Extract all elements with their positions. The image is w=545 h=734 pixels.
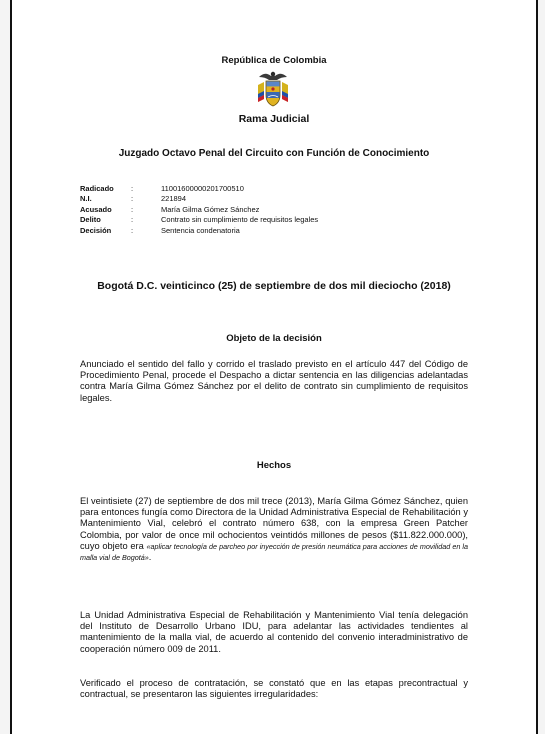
case-value: Contrato sin cumplimiento de requisitos legales bbox=[161, 215, 319, 225]
country-heading: República de Colombia bbox=[221, 55, 327, 66]
coat-of-arms-icon bbox=[257, 69, 289, 109]
court-heading: Juzgado Octavo Penal del Circuito con Función de Conocimiento bbox=[118, 148, 430, 159]
case-separator: : bbox=[131, 204, 134, 214]
case-separator: : bbox=[131, 194, 134, 204]
scan-margin-left bbox=[0, 0, 10, 734]
case-value: María Gilma Gómez Sánchez bbox=[161, 204, 260, 214]
paragraph-text: El veintisiete (27) de septiembre de dos mil trece (2013), María Gilma Gómez Sánchez, quien para entonces fungía como Directora de la Unidad Administrativa Especial de Rehabilitación y Mantenimiento Vial, celebró el contrato número 638, con la empresa Green Patcher Colombia, por valor de once mil ochocientos veintidós millones de pesos ($11.822.000.000), cuyo objeto era bbox=[80, 496, 468, 551]
case-label: Delito bbox=[80, 215, 101, 225]
case-row-delito bbox=[80, 215, 481, 225]
dateline: Bogotá D.C. veinticinco (25) de septiembre de dos mil dieciocho (2018) bbox=[97, 280, 451, 292]
case-value: Sentencia condenatoria bbox=[161, 225, 240, 235]
case-separator: : bbox=[131, 225, 134, 235]
paragraph-hechos-1 bbox=[80, 496, 468, 563]
case-separator: : bbox=[131, 184, 134, 193]
section-title-objeto: Objeto de la decisión bbox=[226, 333, 322, 344]
case-label: Decisión bbox=[80, 225, 112, 235]
section-title-hechos: Hechos bbox=[256, 460, 292, 471]
case-row-radicado bbox=[80, 184, 481, 194]
contract-object-quote: «aplicar tecnología de parcheo por inyección de presión neumática para acciones de movilidad en la malla vial de Bogotá» bbox=[80, 541, 469, 563]
case-row-ni bbox=[80, 194, 481, 204]
case-row-decision bbox=[80, 226, 481, 236]
paragraph-hechos-2: La Unidad Administrativa Especial de Rehabilitación y Mantenimiento Vial tenía delegación del Instituto de Desarrollo Urbano IDU, para adelantar las actividades tendientes al mantenimiento de la malla vial, de acuerdo al contenido del convenio interadministrativo de cooperación número 009 de 2011. bbox=[80, 610, 468, 654]
case-label: Acusado bbox=[80, 204, 112, 214]
paragraph-end: . bbox=[148, 552, 152, 563]
case-label: Radicado bbox=[80, 184, 114, 193]
paragraph-hechos-3: Verificado el proceso de contratación, se constató que en las etapas precontractual y contractual, se presentaron las siguientes irregularidades: bbox=[80, 678, 468, 700]
paragraph-objeto: Anunciado el sentido del fallo y corrido el traslado previsto en el artículo 447 del Código de Procedimiento Penal, procede el Despacho a dictar sentencia en las diligencias adelantadas contra María Gilma Gómez Sánchez por el delito de contrato sin cumplimiento de requisitos legales. bbox=[80, 359, 468, 403]
scan-margin-right bbox=[538, 0, 545, 734]
branch-heading: Rama Judicial bbox=[238, 113, 310, 125]
case-row-acusado bbox=[80, 205, 481, 215]
case-label: N.I. bbox=[80, 194, 92, 204]
case-info-table bbox=[80, 184, 481, 236]
case-value: 11001600000201700510 bbox=[161, 184, 244, 193]
case-separator: : bbox=[131, 215, 134, 225]
case-value: 221894 bbox=[161, 194, 187, 204]
